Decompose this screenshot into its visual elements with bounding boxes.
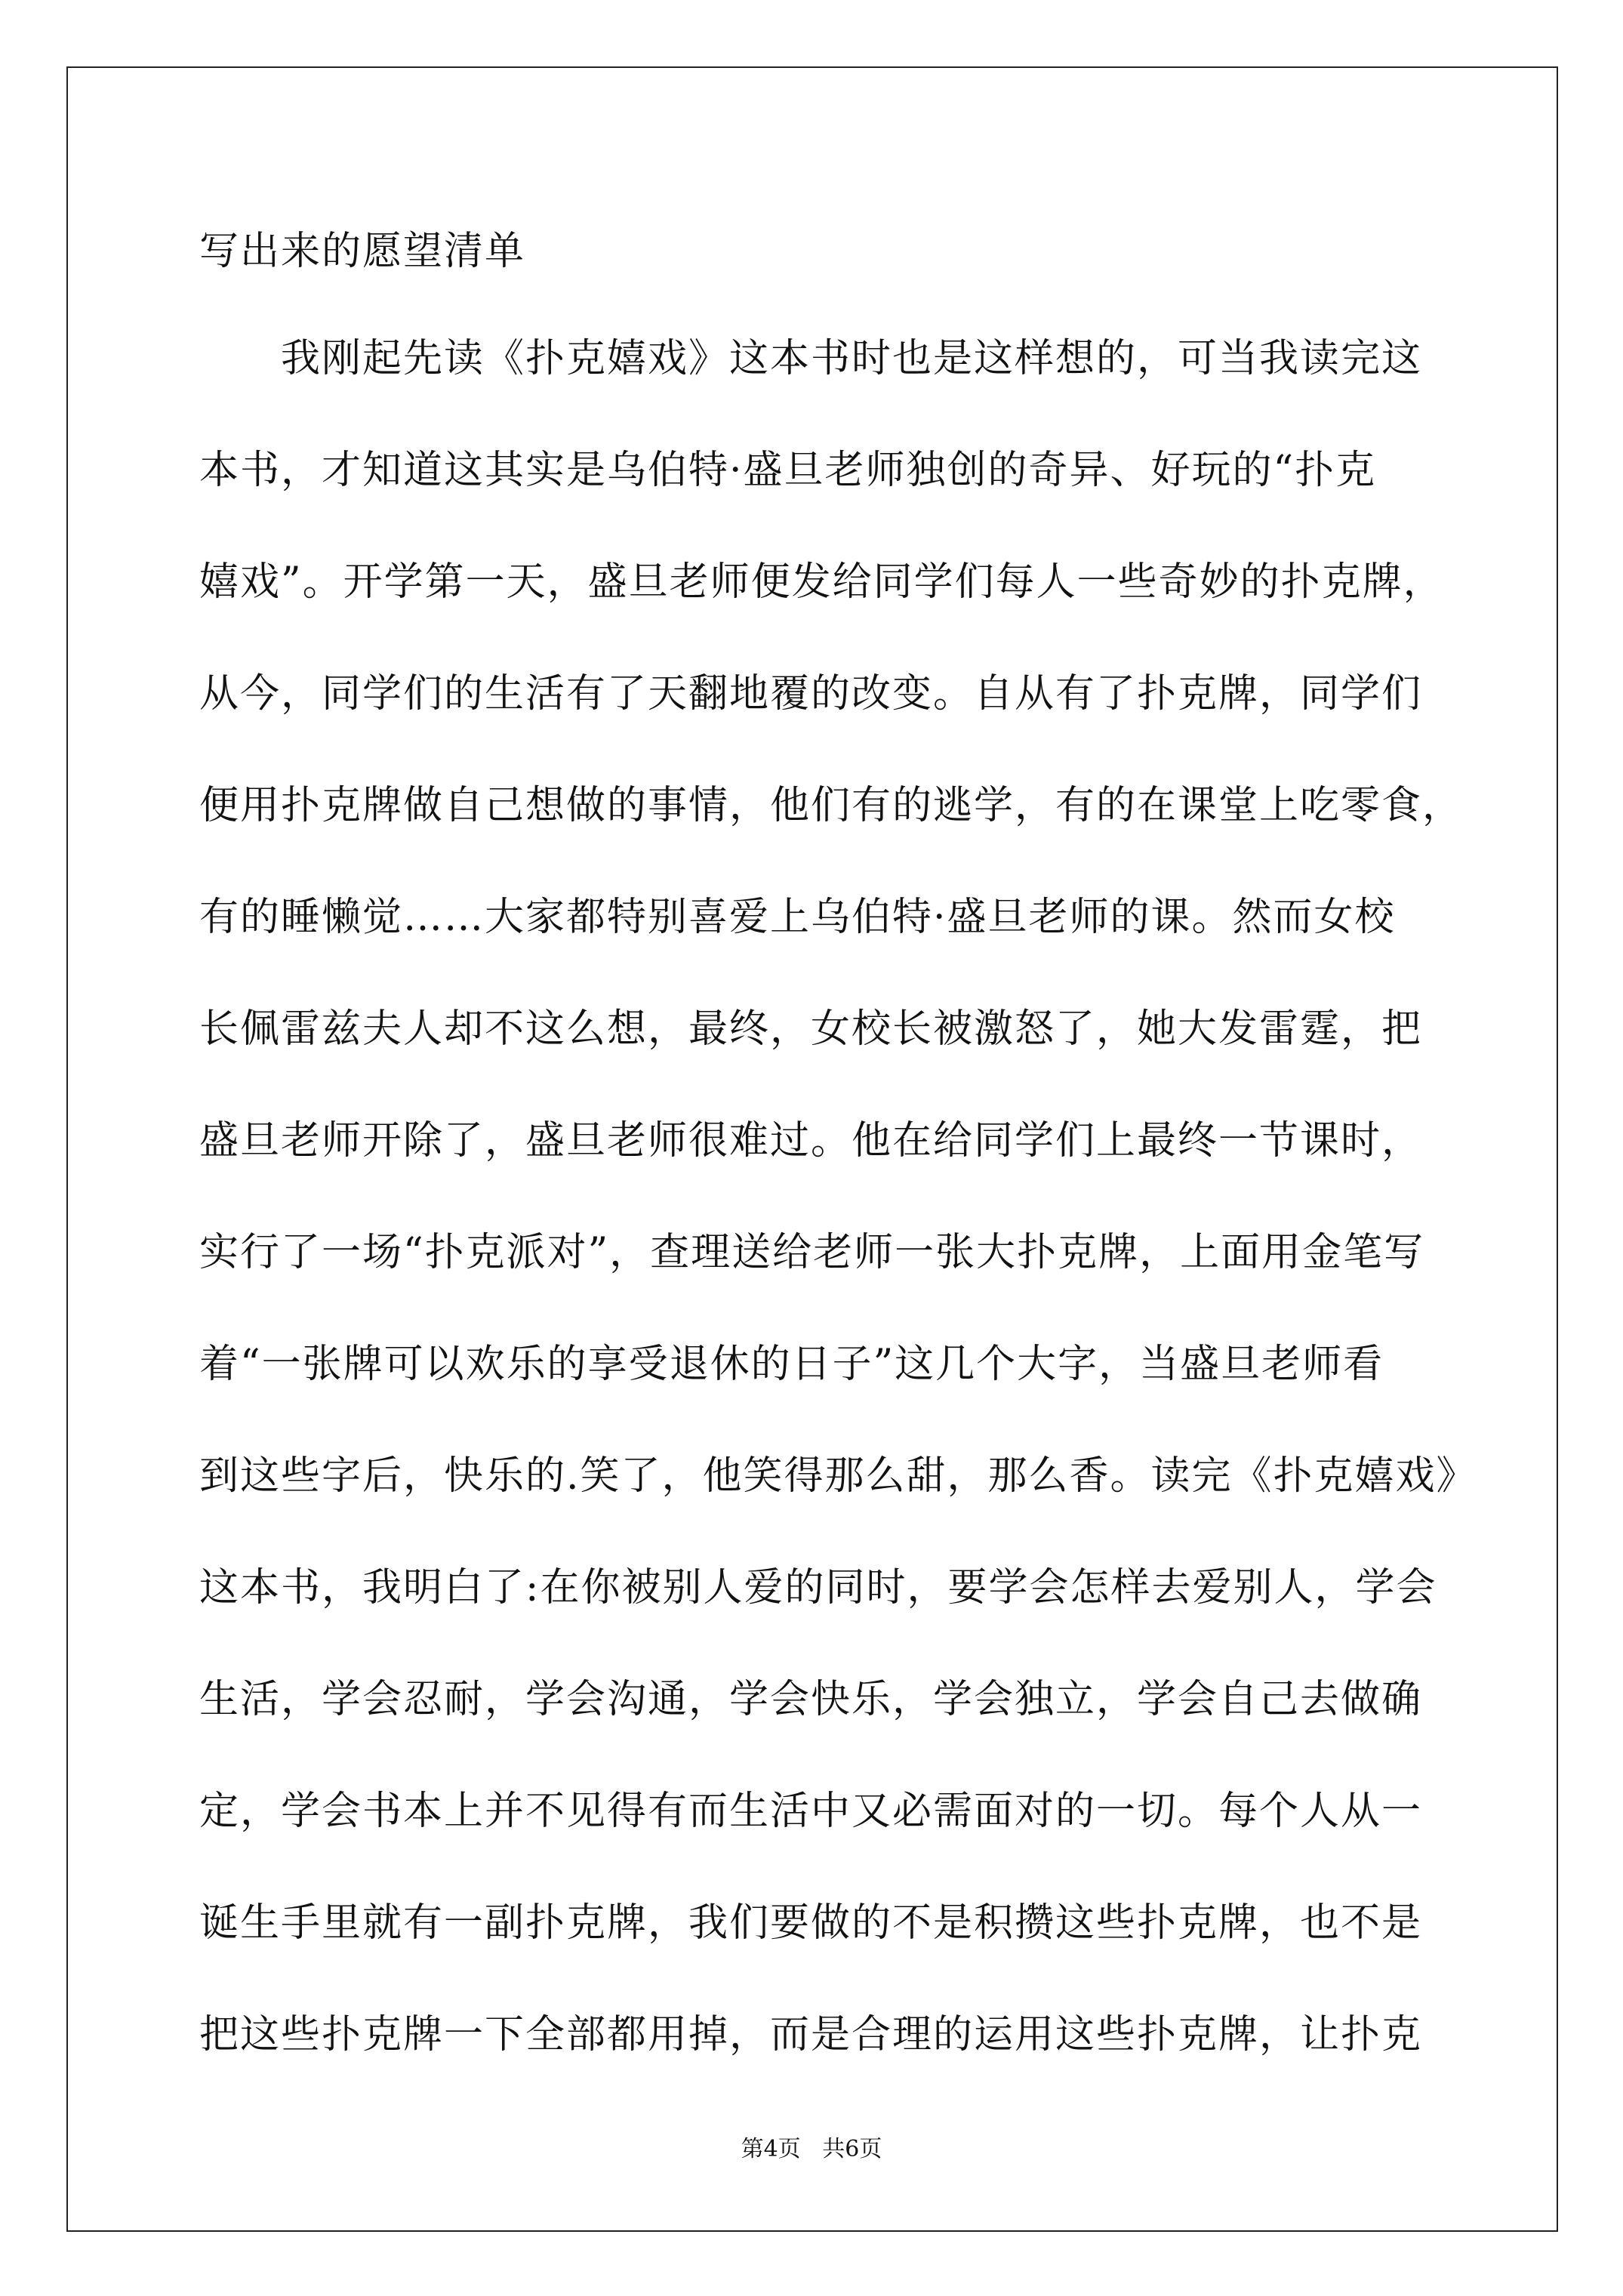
paragraph-line-11: 到这些字后，快乐的.笑了，他笑得那么甜，那么香。读完《扑克嬉戏》 <box>199 1453 1477 1499</box>
document-heading: 写出来的愿望清单 <box>199 229 526 274</box>
paragraph-line-1: 我刚起先读《扑克嬉戏》这本书时也是这样想的，可当我读完这 <box>199 336 1423 381</box>
paragraph-line-3: 嬉戏”。开学第一天，盛旦老师便发给同学们每人一些奇妙的扑克牌， <box>199 559 1444 605</box>
paragraph-line-13: 生活，学会忍耐，学会沟通，学会快乐，学会独立，学会自己去做确 <box>199 1677 1423 1722</box>
paragraph-line-7: 长佩雷兹夫人却不这么想，最终，女校长被激怒了，她大发雷霆，把 <box>199 1006 1423 1052</box>
paragraph-line-14: 定，学会书本上并不见得有而生活中又必需面对的一切。每个人从一 <box>199 1789 1423 1834</box>
paragraph-line-15: 诞生手里就有一副扑克牌，我们要做的不是积攒这些扑克牌，也不是 <box>199 1900 1423 1946</box>
paragraph-line-9: 实行了一场“扑克派对”，查理送给老师一张大扑克牌，上面用金笔写 <box>199 1230 1425 1275</box>
paragraph-line-5: 便用扑克牌做自己想做的事情，他们有的逃学，有的在课堂上吃零食， <box>199 783 1464 828</box>
paragraph-line-4: 从今，同学们的生活有了天翻地覆的改变。自从有了扑克牌，同学们 <box>199 671 1423 717</box>
paragraph-line-2: 本书，才知道这其实是乌伯特·盛旦老师独创的奇异、好玩的“扑克 <box>199 448 1377 493</box>
paragraph-line-6: 有的睡懒觉……大家都特别喜爱上乌伯特·盛旦老师的课。然而女校 <box>199 895 1396 940</box>
paragraph-line-12: 这本书，我明白了:在你被别人爱的同时，要学会怎样去爱别人，学会 <box>199 1565 1437 1610</box>
page-number-footer: 第4页 共6页 <box>741 2136 882 2162</box>
paragraph-line-16: 把这些扑克牌一下全部都用掉，而是合理的运用这些扑克牌，让扑克 <box>199 2012 1423 2057</box>
paragraph-line-8: 盛旦老师开除了，盛旦老师很难过。他在给同学们上最终一节课时， <box>199 1118 1423 1163</box>
paragraph-line-10: 着“一张牌可以欢乐的享受退休的日子”这几个大字，当盛旦老师看 <box>199 1342 1384 1387</box>
